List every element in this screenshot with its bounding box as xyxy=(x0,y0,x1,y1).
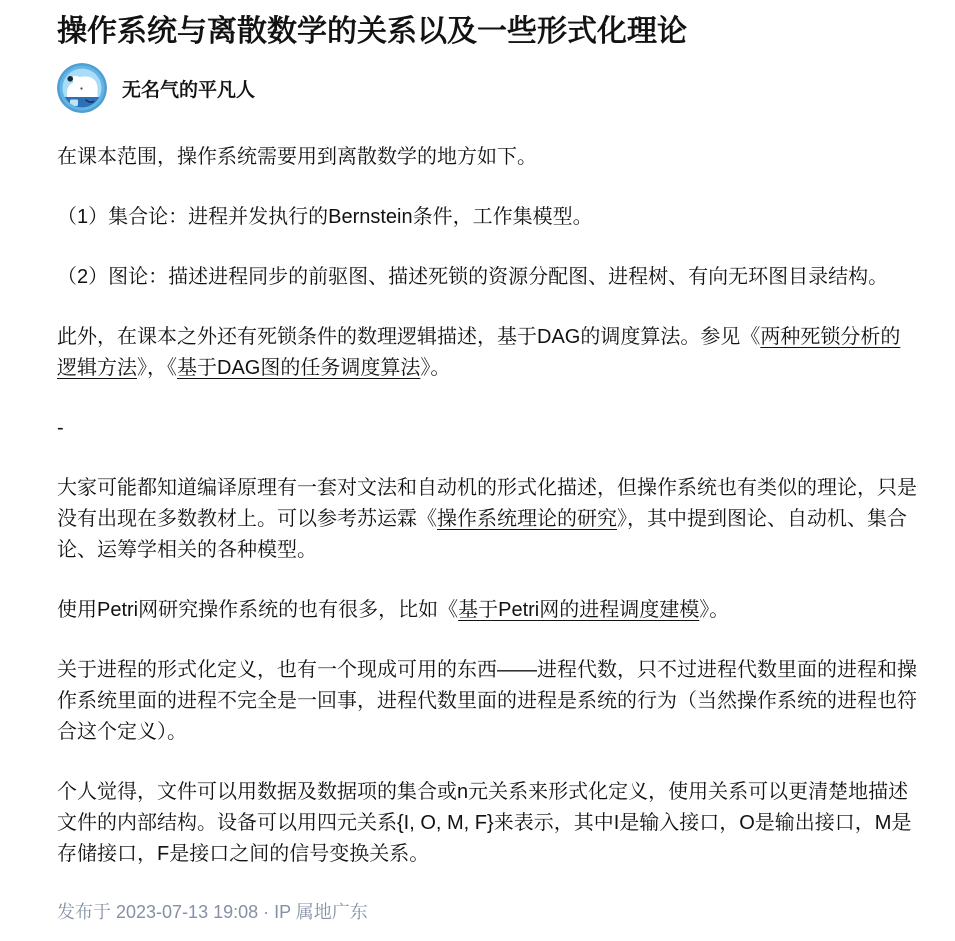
paragraph-formal-theory xyxy=(57,473,917,566)
paragraph-petri-net xyxy=(57,595,917,626)
text-segment: 》，其中提到图论、自动机、集合论、运筹学相关的各种模型。 xyxy=(57,508,907,561)
paragraph-intro: 在课本范围，操作系统需要用到离散数学的地方如下。 xyxy=(57,146,537,168)
separator-paragraph: - xyxy=(57,417,64,439)
paragraph-process-algebra: 关于进程的形式化定义，也有一个现成可用的东西——进程代数，只不过进程代数里面的进程和操作系统里面的进程不完全是一回事，进程代数里面的进程是系统的行为（当然操作系统的进程也符合这个定义）。 xyxy=(57,659,917,743)
text-segment: 》。 xyxy=(420,357,451,379)
article-content xyxy=(57,142,917,870)
author-avatar[interactable] xyxy=(57,63,107,113)
link-dag-scheduling[interactable]: 基于DAG图的任务调度算法 xyxy=(177,357,421,379)
text-segment: 》，《 xyxy=(137,357,177,379)
publish-info: 发布于 2023-07-13 19:08 · IP 属地广东 xyxy=(57,902,368,922)
paragraph-graph-theory: （2）图论：描述进程同步的前驱图、描述死锁的资源分配图、进程树、有向无环图目录结构。 xyxy=(57,266,889,288)
author-name[interactable]: 无名气的平凡人 xyxy=(122,79,256,101)
link-petri-net-modeling[interactable]: 基于Petri网的进程调度建模 xyxy=(458,599,700,621)
text-segment: 此外，在课本之外还有死锁条件的数理逻辑描述，基于DAG的调度算法。参见《 xyxy=(57,326,761,348)
page-title: 操作系统与离散数学的关系以及一些形式化理论 xyxy=(57,15,687,48)
paragraph-set-theory: （1）集合论：进程并发执行的Bernstein条件，工作集模型。 xyxy=(57,206,593,228)
paragraph-file-relations: 个人觉得，文件可以用数据及数据项的集合或n元关系来形式化定义，使用关系可以更清楚地描述文件的内部结构。设备可以用四元关系{I, O, M, F}来表示，其中I是输入接口，O是输出接口，M是存储接口，F是接口之间的信号变换关系。 xyxy=(57,781,912,865)
text-segment: 》。 xyxy=(699,599,730,621)
paragraph-deadlock xyxy=(57,322,917,384)
link-os-theory-research[interactable]: 操作系统理论的研究 xyxy=(437,508,617,530)
author-row xyxy=(57,63,917,113)
link-deadlock-analysis[interactable]: 两种死锁分析的逻辑方法 xyxy=(57,326,901,379)
text-segment: 使用Petri网研究操作系统的也有很多，比如《 xyxy=(57,599,459,621)
text-segment: 大家可能都知道编译原理有一套对文法和自动机的形式化描述，但操作系统也有类似的理论，只是没有出现在多数教材上。可以参考苏运霖《 xyxy=(57,477,917,530)
